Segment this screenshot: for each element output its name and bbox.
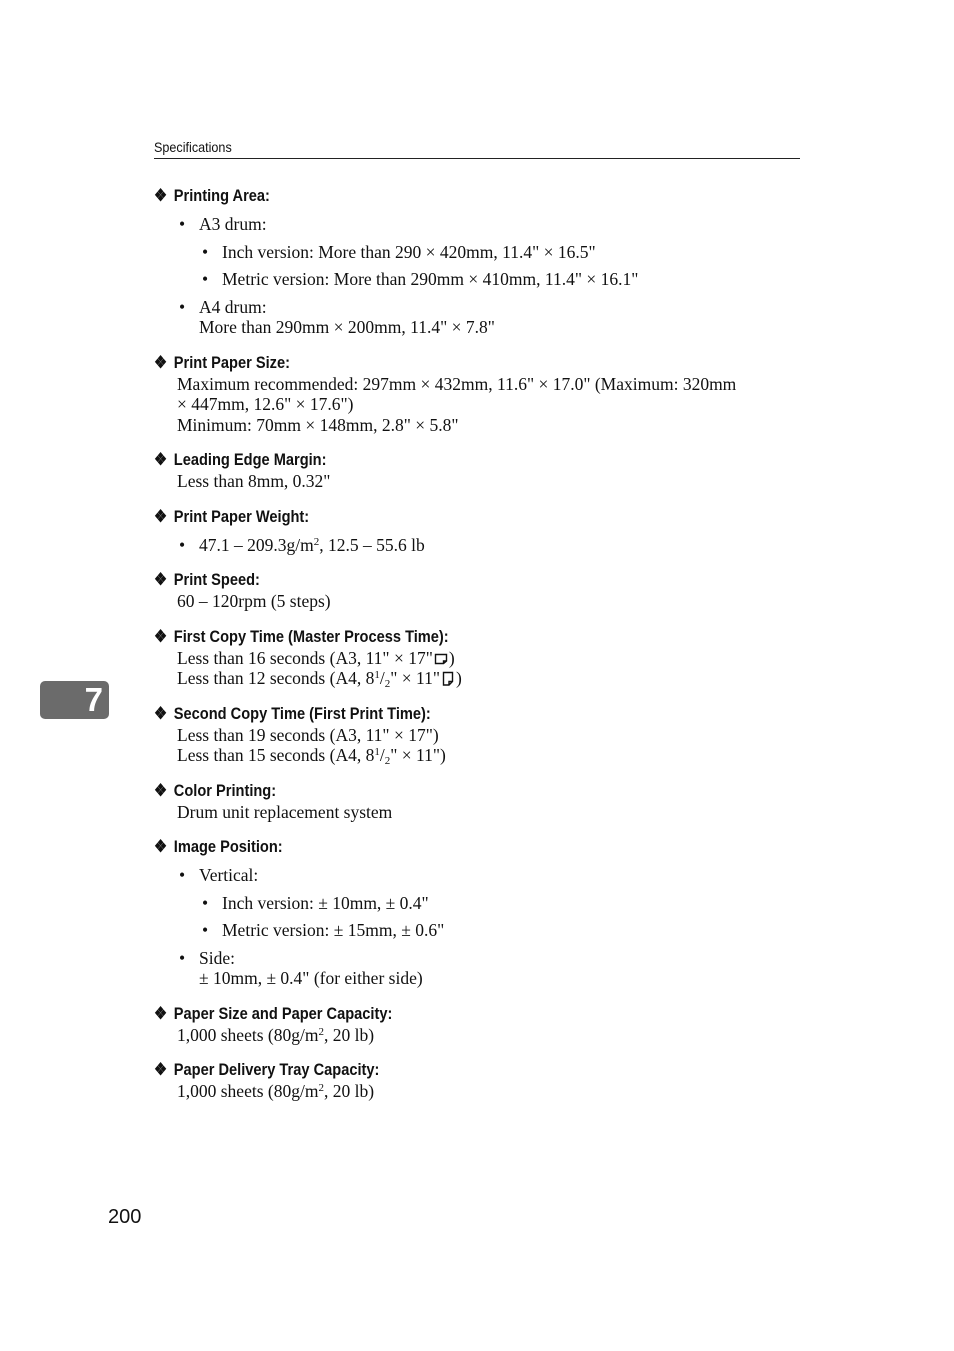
section-heading: ❖ Print Paper Size: <box>154 352 290 372</box>
diamond-icon: ❖ <box>154 450 168 469</box>
section-text: Less than 8mm, 0.32" <box>177 471 331 491</box>
section-text: 60 – 120rpm (5 steps) <box>177 591 331 611</box>
spec-content <box>154 185 804 1116</box>
section-text: 1,000 sheets ($80g/m^2$, 20 lb) <box>177 1081 375 1101</box>
section-heading: ❖ Paper Delivery Tray Capacity: <box>154 1060 380 1079</box>
section-heading: ❖ Print Speed: <box>154 570 260 589</box>
paper-landscape-icon <box>434 651 448 666</box>
diamond-icon: ❖ <box>154 837 168 856</box>
section-heading: ❖ Image Position: <box>154 837 283 856</box>
list-item: • A3 drum: <box>179 214 267 234</box>
section-heading: ❖ First Copy Time (Master Process Time): <box>154 626 449 646</box>
bullet-icon: • <box>179 865 186 885</box>
section-text: Drum unit replacement system <box>177 801 393 822</box>
section-color-printing <box>154 780 804 823</box>
list-item: • Inch version: ± 10mm, ± 0.4" <box>202 892 429 913</box>
section-heading: ❖ Leading Edge Margin: <box>154 450 327 469</box>
bullet-icon: • <box>179 534 186 555</box>
diamond-icon: ❖ <box>154 506 168 526</box>
bullet-icon: • <box>202 892 209 913</box>
section-first-copy-time <box>154 626 804 689</box>
section-image-position <box>154 836 804 989</box>
section-text: Less than 19 seconds (A3, 11" × 17") Less than 15 seconds (A4, $8^1/_2$" × 11") <box>177 724 446 767</box>
section-text: Maximum recommended: 297mm × 432mm, 11.6" × 17.0" (Maximum: 320mm × 447mm, 12.6" × 17.6") Minimum: 70mm × 148mm, 2.8" × 5.8" <box>177 373 737 435</box>
list-item: • Inch version: More than 290 × 420mm, 11.4" × 16.5" <box>202 241 596 262</box>
section-heading: ❖ Second Copy Time (First Print Time): <box>154 703 431 723</box>
list-item: • Metric version: More than 290mm × 410mm, 11.4" × 16.1" <box>202 269 639 289</box>
diamond-icon: ❖ <box>154 1060 168 1079</box>
list-item: • $47.1 - 209.3g/m^2$, 12.5 – 55.6 lb <box>179 534 425 555</box>
diamond-icon: ❖ <box>154 626 168 646</box>
section-heading: ❖ Paper Size and Paper Capacity: <box>154 1003 393 1023</box>
section-second-copy-time <box>154 703 804 766</box>
list-item: • Vertical: <box>179 865 259 885</box>
bullet-icon: • <box>202 920 209 940</box>
bullet-icon: • <box>179 296 186 317</box>
diamond-icon: ❖ <box>154 1003 168 1023</box>
diamond-icon: ❖ <box>154 570 168 589</box>
bullet-icon: • <box>202 269 209 289</box>
chapter-number: 7 <box>84 681 103 718</box>
running-header: Specifications <box>154 139 232 155</box>
bullet-icon: • <box>179 947 186 968</box>
section-print-paper-weight <box>154 506 804 556</box>
section-printing-area <box>154 185 804 338</box>
diamond-icon: ❖ <box>154 186 168 205</box>
section-heading: ❖ Color Printing: <box>154 780 277 800</box>
diamond-icon: ❖ <box>154 352 168 372</box>
paper-portrait-icon <box>441 671 455 686</box>
bullet-icon: • <box>202 241 209 262</box>
section-print-speed <box>154 569 804 612</box>
section-text: 1,000 sheets ($80g/m^2$, 20 lb) <box>177 1024 375 1045</box>
section-heading: ❖ Print Paper Weight: <box>154 506 310 526</box>
chapter-tab <box>40 681 109 719</box>
section-print-paper-size <box>154 352 804 436</box>
section-heading: ❖ Printing Area: <box>154 186 270 205</box>
section-delivery-tray <box>154 1059 804 1102</box>
diamond-icon: ❖ <box>154 703 168 723</box>
diamond-icon: ❖ <box>154 780 168 800</box>
bullet-icon: • <box>179 214 186 234</box>
header-rule <box>154 158 800 159</box>
list-item: • A4 drum: More than 290mm × 200mm, 11.4" × 7.8" <box>179 296 495 337</box>
list-item: • Side: ± 10mm, ± 0.4" (for either side) <box>179 947 423 988</box>
page-number: 200 <box>108 1206 142 1228</box>
section-text: Less than 16 seconds (A3, 11" × 17" ) Less than 12 seconds (A4, $8^1/_2$" × 11" ) <box>177 647 462 690</box>
list-item: • Metric version: ± 15mm, ± 0.6" <box>202 920 445 940</box>
section-paper-capacity <box>154 1003 804 1046</box>
section-leading-edge-margin <box>154 449 804 492</box>
